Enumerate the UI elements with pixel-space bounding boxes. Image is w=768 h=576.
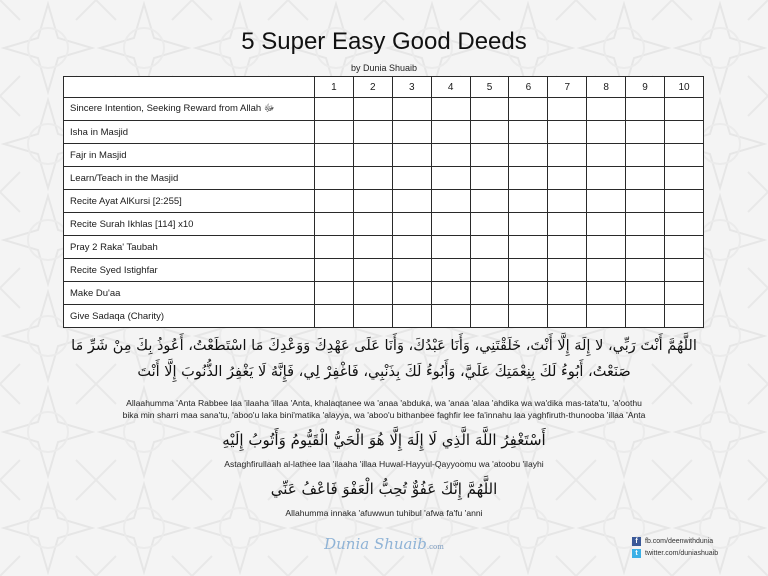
table-row <box>64 213 704 236</box>
checkbox-cell[interactable] <box>353 305 392 328</box>
checkbox-cell[interactable] <box>509 98 548 121</box>
checkbox-cell[interactable] <box>392 144 431 167</box>
checkbox-cell[interactable] <box>548 259 587 282</box>
checkbox-cell[interactable] <box>431 121 470 144</box>
checkbox-cell[interactable] <box>509 144 548 167</box>
checkbox-cell[interactable] <box>353 167 392 190</box>
checkbox-cell[interactable] <box>353 259 392 282</box>
checkbox-cell[interactable] <box>315 305 354 328</box>
checkbox-cell[interactable] <box>431 213 470 236</box>
checkbox-cell[interactable] <box>431 98 470 121</box>
checkbox-cell[interactable] <box>626 282 665 305</box>
checkbox-cell[interactable] <box>431 282 470 305</box>
day-header: 10 <box>665 77 704 98</box>
dua-arabic-afw: اللَّهُمَّ إِنَّكَ عَفُوٌّ تُحِبُّ الْعَفْوَ فَاعْفُ عَنِّي <box>270 480 498 498</box>
checkbox-cell[interactable] <box>315 98 354 121</box>
checkbox-cell[interactable] <box>548 236 587 259</box>
day-header: 4 <box>431 77 470 98</box>
checkbox-cell[interactable] <box>665 213 704 236</box>
checkbox-cell[interactable] <box>587 121 626 144</box>
checkbox-cell[interactable] <box>509 213 548 236</box>
checkbox-cell[interactable] <box>548 190 587 213</box>
deed-label: Isha in Masjid <box>64 121 315 144</box>
checkbox-cell[interactable] <box>431 167 470 190</box>
twitter-icon: t <box>632 549 641 558</box>
checkbox-cell[interactable] <box>353 121 392 144</box>
twitter-link-text: twitter.com/duniashuaib <box>645 550 719 557</box>
facebook-icon: f <box>632 537 641 546</box>
checkbox-cell[interactable] <box>509 190 548 213</box>
checkbox-cell[interactable] <box>470 190 509 213</box>
checkbox-cell[interactable] <box>587 305 626 328</box>
checkbox-cell[interactable] <box>353 282 392 305</box>
checkbox-cell[interactable] <box>626 213 665 236</box>
dua-arabic-sayyid-istighfar-line-1: اللَّهُمَّ أَنْتَ رَبِّي، لا إِلَهَ إِلَّا أَنْتَ، خَلَقْتَنِي، وَأَنَا عَبْدُكَ، وَأَنَا عَلَى عَهْدِكَ وَوَعْدِكَ مَا اسْتَطَعْتُ، أَعُوذُ بِكَ مِنْ شَرِّ مَا <box>71 338 697 354</box>
checkbox-cell[interactable] <box>315 190 354 213</box>
checkbox-cell[interactable] <box>626 167 665 190</box>
checkbox-cell[interactable] <box>587 190 626 213</box>
facebook-link[interactable] <box>632 537 713 546</box>
checkbox-cell[interactable] <box>509 167 548 190</box>
day-header: 5 <box>470 77 509 98</box>
table-row <box>64 121 704 144</box>
table-row <box>64 190 704 213</box>
checkbox-cell[interactable] <box>509 236 548 259</box>
checkbox-cell[interactable] <box>392 213 431 236</box>
checkbox-cell[interactable] <box>665 190 704 213</box>
checkbox-cell[interactable] <box>626 144 665 167</box>
page-title: 5 Super Easy Good Deeds <box>241 28 527 55</box>
checkbox-cell[interactable] <box>392 236 431 259</box>
checkbox-cell[interactable] <box>587 144 626 167</box>
checkbox-cell[interactable] <box>548 98 587 121</box>
table-row <box>64 305 704 328</box>
day-header: 7 <box>548 77 587 98</box>
table-row <box>64 236 704 259</box>
checkbox-cell[interactable] <box>665 121 704 144</box>
checkbox-cell[interactable] <box>353 144 392 167</box>
checkbox-cell[interactable] <box>665 167 704 190</box>
checkbox-cell[interactable] <box>509 282 548 305</box>
dua-transliteration-sayyid-istighfar-line-2: bika min sharri maa sana'tu, 'aboo'u laka bini'matika 'alayya, wa 'aboo'u bithanbee faghfir lee fa'innahu laa yaghfiruth-thunooba 'illaa 'Anta <box>122 410 646 420</box>
day-header: 3 <box>392 77 431 98</box>
deed-label: Make Du'aa <box>64 282 315 305</box>
checkbox-cell[interactable] <box>509 121 548 144</box>
byline: by Dunia Shuaib <box>350 63 418 73</box>
day-header: 1 <box>315 77 354 98</box>
dua-transliteration-istighfar: Astaghfirullaah al-lathee laa 'ilaaha 'illaa Huwal-Hayyul-Qayyoomu wa 'atoobu 'ilayhi <box>224 459 544 469</box>
checkbox-cell[interactable] <box>470 259 509 282</box>
checkbox-cell[interactable] <box>587 213 626 236</box>
checkbox-cell[interactable] <box>392 121 431 144</box>
checkbox-cell[interactable] <box>626 236 665 259</box>
table-row <box>64 282 704 305</box>
checkbox-cell[interactable] <box>665 144 704 167</box>
checkbox-cell[interactable] <box>353 213 392 236</box>
dunia-shuaib-logo <box>300 535 468 553</box>
checkbox-cell[interactable] <box>470 213 509 236</box>
deed-label: Fajr in Masjid <box>64 144 315 167</box>
checkbox-cell[interactable] <box>626 121 665 144</box>
checkbox-cell[interactable] <box>626 98 665 121</box>
checkbox-cell[interactable] <box>315 236 354 259</box>
logo-name: Dunia Shuaib <box>324 535 427 553</box>
checkbox-cell[interactable] <box>587 259 626 282</box>
checkbox-cell[interactable] <box>587 236 626 259</box>
checkbox-cell[interactable] <box>392 190 431 213</box>
checkbox-cell[interactable] <box>315 282 354 305</box>
checkbox-cell[interactable] <box>353 190 392 213</box>
checkbox-cell[interactable] <box>548 121 587 144</box>
deed-label: Recite Syed Istighfar <box>64 259 315 282</box>
dua-arabic-istighfar: أَسْتَغْفِرُ اللَّهَ الَّذِي لَا إِلَهَ إِلَّا هُوَ الْحَيُّ الْقَيُّومُ وَأَتُوبُ إِلَيْهِ <box>222 431 546 449</box>
checkbox-cell[interactable] <box>392 167 431 190</box>
deed-label: Learn/Teach in the Masjid <box>64 167 315 190</box>
deed-column-header <box>64 77 315 98</box>
checkbox-cell[interactable] <box>548 167 587 190</box>
facebook-link-text: fb.com/deenwithdunia <box>645 538 714 545</box>
checkbox-cell[interactable] <box>665 282 704 305</box>
checkbox-cell[interactable] <box>509 305 548 328</box>
dua-transliteration-afw: Allahumma innaka 'afuwwun tuhibul 'afwa fa'fu 'anni <box>285 508 483 518</box>
checkbox-cell[interactable] <box>353 98 392 121</box>
table-row <box>64 259 704 282</box>
checkbox-cell[interactable] <box>587 167 626 190</box>
checkbox-cell[interactable] <box>431 236 470 259</box>
checkbox-cell[interactable] <box>392 259 431 282</box>
table-row <box>64 167 704 190</box>
logo-suffix: .com <box>426 543 444 551</box>
deed-label: Sincere Intention, Seeking Reward from Allah ﷻ <box>64 98 315 121</box>
deed-label: Recite Surah Ikhlas [114] x10 <box>64 213 315 236</box>
dua-transliteration-sayyid-istighfar-line-1: Allaahumma 'Anta Rabbee laa 'ilaaha 'illaa 'Anta, khalaqtanee wa 'anaa 'abduka, wa 'anaa 'alaa 'ahdika wa wa'dika mas-tata'tu, 'a'oothu <box>126 398 642 408</box>
checkbox-cell[interactable] <box>431 259 470 282</box>
checkbox-cell[interactable] <box>431 144 470 167</box>
checkbox-cell[interactable] <box>315 213 354 236</box>
day-header: 8 <box>587 77 626 98</box>
checkbox-cell[interactable] <box>470 98 509 121</box>
checkbox-cell[interactable] <box>665 236 704 259</box>
checkbox-cell[interactable] <box>587 98 626 121</box>
checkbox-cell[interactable] <box>665 98 704 121</box>
deed-label: Give Sadaqa (Charity) <box>64 305 315 328</box>
checkbox-cell[interactable] <box>665 305 704 328</box>
tracker-header-row <box>64 77 704 98</box>
checkbox-cell[interactable] <box>509 259 548 282</box>
checkbox-cell[interactable] <box>470 305 509 328</box>
table-row <box>64 144 704 167</box>
checkbox-cell[interactable] <box>626 259 665 282</box>
checkbox-cell[interactable] <box>587 282 626 305</box>
checkbox-cell[interactable] <box>470 282 509 305</box>
checkbox-cell[interactable] <box>548 282 587 305</box>
checkbox-cell[interactable] <box>470 121 509 144</box>
checkbox-cell[interactable] <box>315 144 354 167</box>
checkbox-cell[interactable] <box>665 259 704 282</box>
day-header: 9 <box>626 77 665 98</box>
checkbox-cell[interactable] <box>392 98 431 121</box>
checkbox-cell[interactable] <box>548 144 587 167</box>
checkbox-cell[interactable] <box>315 259 354 282</box>
day-header: 6 <box>509 77 548 98</box>
checkbox-cell[interactable] <box>431 305 470 328</box>
checkbox-cell[interactable] <box>353 236 392 259</box>
checkbox-cell[interactable] <box>315 121 354 144</box>
deed-label: Recite Ayat AlKursi [2:255] <box>64 190 315 213</box>
checkbox-cell[interactable] <box>470 144 509 167</box>
checkbox-cell[interactable] <box>431 190 470 213</box>
checkbox-cell[interactable] <box>626 190 665 213</box>
checkbox-cell[interactable] <box>470 167 509 190</box>
checkbox-cell[interactable] <box>626 305 665 328</box>
checkbox-cell[interactable] <box>315 167 354 190</box>
checkbox-cell[interactable] <box>548 305 587 328</box>
deed-label: Pray 2 Raka' Taubah <box>64 236 315 259</box>
checkbox-cell[interactable] <box>392 305 431 328</box>
twitter-link[interactable] <box>632 549 718 558</box>
day-header: 2 <box>353 77 392 98</box>
dua-arabic-sayyid-istighfar-line-2: صَنَعْتُ، أَبُوءُ لَكَ بِنِعْمَتِكَ عَلَيَّ، وَأَبُوءُ لَكَ بِذَنْبِي، فَاغْفِرْ لِي، فَإِنَّهُ لَا يَغْفِرُ الذُّنُوبَ إِلَّا أَنْتَ <box>137 364 631 380</box>
deeds-tracker-table <box>63 76 704 328</box>
checkbox-cell[interactable] <box>470 236 509 259</box>
checkbox-cell[interactable] <box>392 282 431 305</box>
checkbox-cell[interactable] <box>548 213 587 236</box>
table-row <box>64 98 704 121</box>
